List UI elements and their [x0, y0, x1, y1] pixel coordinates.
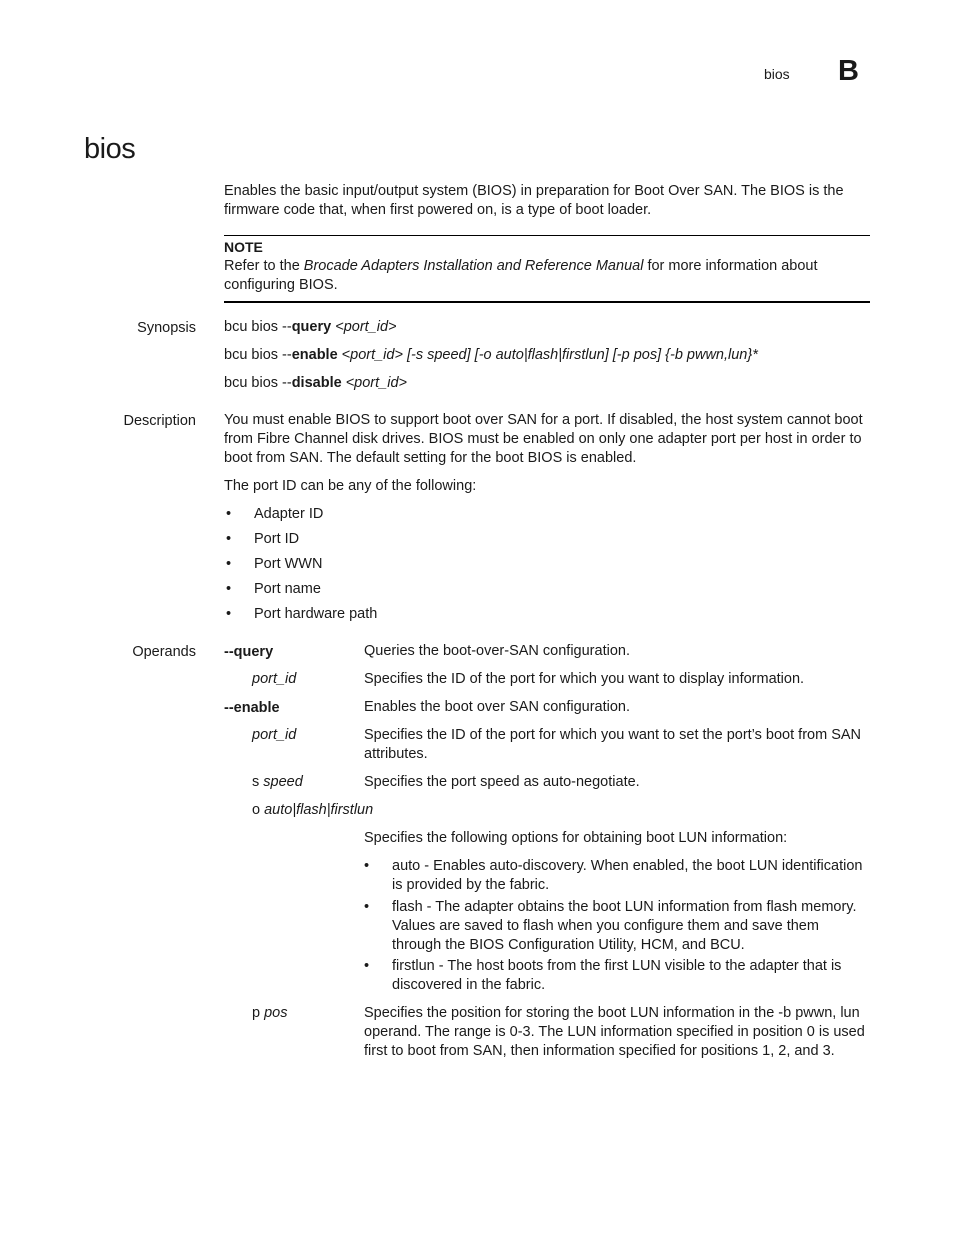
synopsis-cmd: bcu bios -- — [224, 347, 292, 363]
operands-label: Operands — [132, 644, 196, 660]
list-item: • firstlun - The host boots from the first LUN visible to the adapter that is discovered in the fabric. — [364, 958, 842, 993]
operand-speed: s speed — [252, 774, 303, 790]
synopsis-line-query — [224, 318, 397, 337]
operand-enable-portid: port_id — [252, 727, 297, 743]
operand-options: o auto|flash|firstlun — [252, 802, 374, 818]
bullet-icon: • — [226, 556, 232, 572]
synopsis-args: <port_id> — [331, 319, 397, 335]
note-label: NOTE — [224, 239, 263, 255]
list-item: • auto - Enables auto-discovery. When enabled, the boot LUN identification is provided by the fabric. — [364, 858, 863, 893]
bullet-icon: • — [226, 506, 232, 522]
operand-query-desc: Queries the boot-over-SAN configuration. — [364, 643, 630, 659]
operand-enable-desc: Enables the boot over SAN configuration. — [364, 699, 630, 715]
list-item: • flash - The adapter obtains the boot LUN information from flash memory. Values are saved to flash when you configure them and save them through the BIOS Configuration Utility, HCM, and BCU. — [364, 899, 857, 953]
synopsis-cmd: bcu bios -- — [224, 319, 292, 335]
header-appendix-letter: B — [838, 55, 859, 87]
operand-query-portid: port_id — [252, 671, 297, 687]
bullet-icon: • — [226, 531, 232, 547]
synopsis-opt: query — [291, 319, 332, 335]
note-prefix: Refer to the — [224, 258, 304, 274]
synopsis-args: <port_id> — [341, 375, 407, 391]
synopsis-line-enable — [224, 346, 758, 365]
operand-query: --query — [224, 644, 274, 660]
operand-position: p pos — [252, 1005, 288, 1021]
bullet-icon: • — [226, 606, 232, 622]
header-section-word: bios — [764, 66, 790, 82]
synopsis-args: <port_id> [-s speed] [-o auto|flash|firstlun] [-p pos] {-b pwwn,lun}* — [337, 347, 758, 363]
note-suffix: for more information about configuring BIOS. — [224, 258, 818, 293]
operand-enable-portid-desc: Specifies the ID of the port for which you want to set the port’s boot from SAN attributes. — [364, 727, 862, 762]
description-label: Description — [123, 413, 196, 429]
operand-speed-desc: Specifies the port speed as auto-negotiate. — [364, 774, 640, 790]
synopsis-opt: enable — [291, 347, 338, 363]
operand-query-portid-desc: Specifies the ID of the port for which you want to display information. — [364, 671, 805, 687]
intro-paragraph: Enables the basic input/output system (BIOS) in preparation for Boot Over SAN. The BIOS is the firmware code that, when first powered on, is a type of boot loader. — [224, 183, 844, 218]
bullet-icon: • — [364, 858, 370, 874]
bullet-icon: • — [364, 958, 370, 974]
operand-enable: --enable — [224, 700, 280, 716]
bullet-icon: • — [364, 899, 370, 915]
synopsis-opt: disable — [291, 375, 342, 391]
note-book-title: Brocade Adapters Installation and Reference Manual — [303, 258, 644, 274]
page-title: bios — [84, 133, 136, 165]
description-paragraph: You must enable BIOS to support boot over SAN for a port. If disabled, the host system cannot boot from Fibre Channel disk drives. BIOS must be enabled on only one adapter port per host in order to boot from SAN. The default setting for the boot BIOS is enabled. — [224, 412, 863, 466]
operand-options-desc: Specifies the following options for obtaining boot LUN information: — [364, 830, 788, 846]
synopsis-label: Synopsis — [137, 320, 196, 336]
synopsis-line-disable — [224, 374, 407, 393]
bullet-icon: • — [226, 581, 232, 597]
synopsis-cmd: bcu bios -- — [224, 375, 292, 391]
operand-position-desc: Specifies the position for storing the boot LUN information in the -b pwwn, lun operand. The range is 0-3. The LUN information specified in position 0 is used first to boot from SAN, then information specified for positions 1, 2, and 3. — [364, 1005, 865, 1059]
note-text — [224, 257, 870, 295]
note-box — [224, 235, 870, 303]
description-intro-list: The port ID can be any of the following: — [224, 478, 477, 494]
